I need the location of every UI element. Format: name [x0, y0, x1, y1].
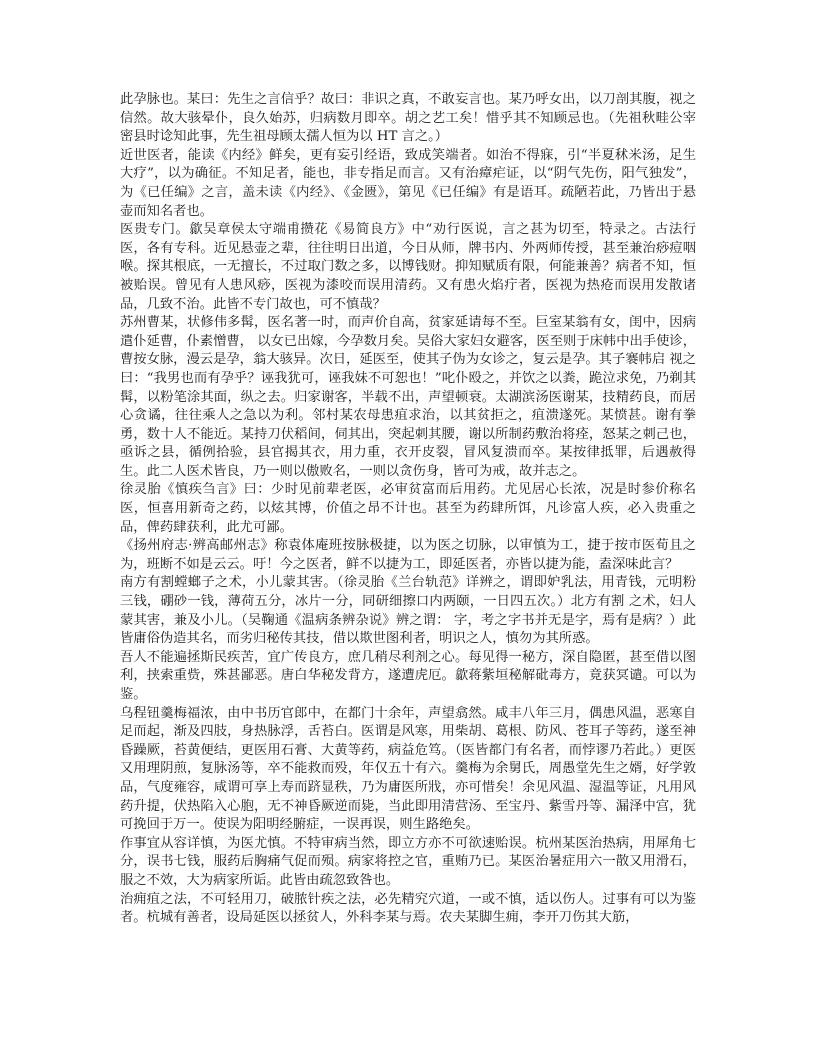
paragraph-yangzhou-gazetteer: 《扬州府志·辨高邮州志》称袁体庵班按脉极捷，以为医之切脉，以审慎为工，捷于按市医荀且之为，班断不如是云云。吁！今之医者，鲜不以捷为工，即延医者，亦皆以捷为能，盍深味此言？ — [120, 538, 696, 572]
paragraph-pulse-story: 此孕脉也。某曰：先生之言信乎？故曰：非识之真，不敢妄言也。某乃呼女出，以刀剖其腹，视之信然。故大骇晕仆，良久始苏，归病数月即卒。胡之艺工矣！惜乎其不知顾忌也。（先祖秋畦公宰密县时谂知此事，先生祖母顾太孺人恒为以 HT 言之。） — [120, 92, 696, 145]
paragraph-niu-gengmei: 乌程钮羹梅福浓，由中书历官郎中，在都门十余年，声望翕然。咸丰八年三月，偶患风温，恶寒自足而起，渐及四肢，身热脉浮，舌苔白。医谓是风寒，用柴胡、葛根、防风、苍耳子等药，遂至神昏躁厥，苔黄便结，更医用石膏、大黄等药，病益危笃。（医皆都门有名者，而悖谬乃若此。）更医又用理阴煎，复脉汤等，卒不能救而殁，年仅五十有六。羹梅为余舅氏，周愚堂先生之婿，好学敦品，气度雍容，咸谓可享上寿而跻显秩，乃为庸医所戕，亦可惜矣！余见风温、湿温等证，凡用风药升提，伏热陷入心胞，无不神昏厥逆而毙，当此即用清营汤、至宝丹、紫雪丹等、漏泽中宫，犹可挽回于万一。使误为阳明经腑症，一误再误，则生路绝矣。 — [120, 705, 696, 833]
paragraph-abscess-treatment: 治痈疽之法，不可轻用刀，破脓针疾之法，必先精究穴道，一或不慎，适以伤人。过事有可以为鉴者。杭城有善者，设局延医以拯贫人，外科李某与焉。农夫某脚生痈，李开刀伤其大筋， — [120, 891, 696, 926]
paragraph-caution: 作事宜从容详慎，为医尤慎。不特审病当然，即立方亦不可欲速贻误。杭州某医治热病，用犀角七分，误书七钱，服药后胸痛气促而殒。病家将控之官，重贿乃已。某医治暑症用六一散又用滑石，服之不效，大为病家所诟。此皆由疏忽致咎也。 — [120, 835, 696, 888]
paragraph-neijing-misquote: 近世医者，能读《内经》鲜矣，更有妄引经语，致成笑端者。如治不得寐，引“半夏秫米汤，足生大疗”，以为确征。不知足者，能也，非专指足而言。又有治瘴疟证，以“阴气先伤，阳气独发”，为《已任编》之言，盖未读《内经》、《金匮》，第见《已任编》有是语耳。疏陋若此，乃皆出于悬壶而知名者也。 — [120, 147, 696, 219]
paragraph-xu-lingtai: 徐灵胎《慎疾刍言》曰：少时见前辈老医，必审贫富而后用药。尤见居心长浓，况是时参价称名医，恒喜用新奇之药，以炫其博，价值之昂不计也。甚至为药肆所饵，凡诊富人疾，必入贵重之品，俾药肆获利，此尤可鄙。 — [120, 482, 696, 535]
paragraph-secret-formulas: 吾人不能遍拯斯民疾苦，宜广传良方，庶几稍尽利剂之心。每见得一秘方，深自隐匿，甚至借以图利，挟索重赀，殊甚鄙恶。唐白华秘发背方，遂遭虎厄。歙蒋紫垣秘解砒毒方，竟获冥谴。可以为鉴。 — [120, 649, 696, 702]
paragraph-mantis-cutting: 南方有割螳螂子之术，小儿蒙其害。（徐灵胎《兰台轨范》详辨之，谓即妒乳法，用青钱，元明粉三钱，硼砂一钱，薄荷五分，冰片一分，同研细擦口内两颐，一日四五次。）北方有割 之术，妇人蒙其害，兼及小儿。（吴鞠通《温病条辨杂说》辨之谓： 字，考之字书并无是字，焉有是病？）此皆庸俗伪造其名，而劣归秘传其技，借以欺世图利者，明识之人，慎勿为其所惑。 — [120, 575, 696, 647]
paragraph-suzhou-cao: 苏州曹某，状修伟多髯，医名著一时，而声价自高，贫家延请每不至。巨室某翁有女，闺中，因病遣仆延曹，仆素憎曹， 以女已出嫁，今孕数月矣。吴俗大家妇女避客，医至则于床帏中出手使诊，曹按女脉，漫云是孕，翁大骇异。次日，延医至，使其子伪为女诊之，复云是孕。其子褰帏启 视之曰：“我男也而有孕乎？诬我犹可，诬我妹不可恕也！”叱仆殴之，并饮之以粪，跪泣求免，乃剃其髯，以粉笔涂其面，纵之去。归家谢客，半载不出，声望顿衰。太湖滨汤医谢某，技精药良，而居心贪谲，往往乘人之急以为利。邻村某农母患疽求治，以其贫拒之，疽溃遂死。某愤甚。谢有拳勇，数十人不能近。某持刀伏稻间，伺其出，突起刺其腰，谢以所制药敷治将痊，怒某之刺己也，亟诉之县，循例拾验，县官揭其衣，用力重，衣开皮裂，冒风复溃而卒。某按律抵罪，后遇赦得生。此二人医术皆良，乃一则以傲败名，一则以贪伤身，皆可为戒，故并志之。 — [120, 315, 696, 479]
paragraph-specialization: 医贵专门。歙吴章侯太守端甫攒花《易简良方》中“劝行医说，言之甚为切至，特录之。古法行医，各有专科。近见悬壶之辈，往往明日出道，今日从师，牌书内、外两师传授，甚至兼治痧痘咽喉。探其根底，一无擅长，不过取门数之多，以博钱财。抑知赋质有限，何能兼善？病者不知，恒被贻误。曾见有人患风痧，医视为漆咬而误用清药。又有患火焰疔者，医视为热疮而误用发散诸品，几致不治。此皆不专门故也，可不慎哉？ — [120, 222, 696, 312]
document-page — [120, 91, 696, 928]
